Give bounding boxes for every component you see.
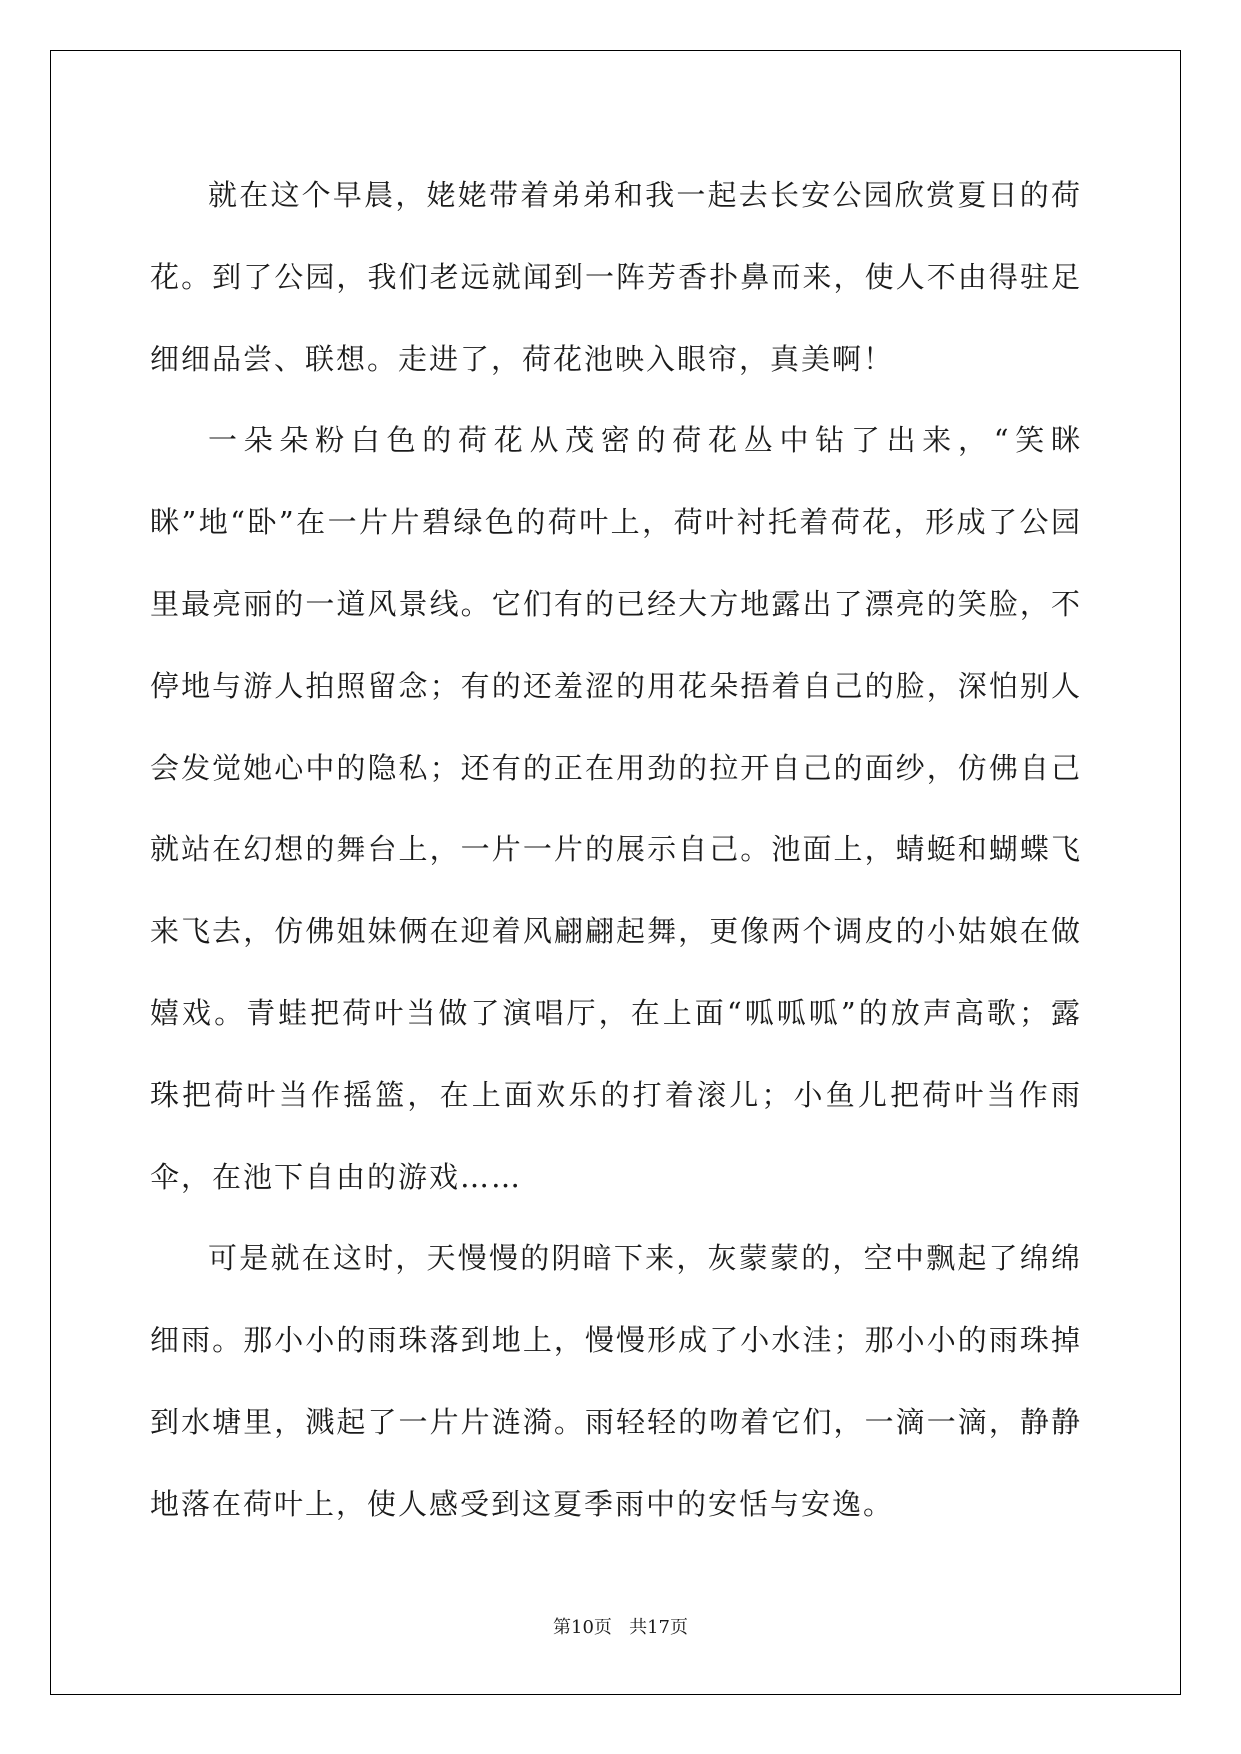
paragraph-3: 可是就在这时，天慢慢的阴暗下来，灰蒙蒙的，空中飘起了绵绵细雨。那小小的雨珠落到地上，慢慢形成了小水洼；那小小的雨珠掉到水塘里，溅起了一片片涟漪。雨轻轻的吻着它们，一滴一滴，静静地落在荷叶上，使人感受到这夏季雨中的安恬与安逸。 <box>150 1241 1082 1521</box>
page-total: 共17页 <box>629 1617 688 1638</box>
page-footer <box>0 1613 1241 1639</box>
paragraph-1: 就在这个早晨，姥姥带着弟弟和我一起去长安公园欣赏夏日的荷花。到了公园，我们老远就闻到一阵芳香扑鼻而来，使人不由得驻足细细品尝、联想。走进了，荷花池映入眼帘，真美啊！ <box>150 178 1082 376</box>
document-body <box>150 155 1082 1546</box>
page-number: 第10页 <box>553 1617 612 1638</box>
paragraph-2: 一朵朵粉白色的荷花从茂密的荷花丛中钻了出来，“笑眯眯”地“卧”在一片片碧绿色的荷叶上，荷叶衬托着荷花，形成了公园里最亮丽的一道风景线。它们有的已经大方地露出了漂亮的笑脸，不停地与游人拍照留念；有的还羞涩的用花朵捂着自己的脸，深怕别人会发觉她心中的隐私；还有的正在用劲的拉开自己的面纱，仿佛自己就站在幻想的舞台上，一片一片的展示自己。池面上，蜻蜓和蝴蝶飞来飞去，仿佛姐妹俩在迎着风翩翩起舞，更像两个调皮的小姑娘在做嬉戏。青蛙把荷叶当做了演唱厅，在上面“呱呱呱”的放声高歌；露珠把荷叶当作摇篮，在上面欢乐的打着滚儿；小鱼儿把荷叶当作雨伞，在池下自由的游戏…… <box>150 423 1082 1194</box>
